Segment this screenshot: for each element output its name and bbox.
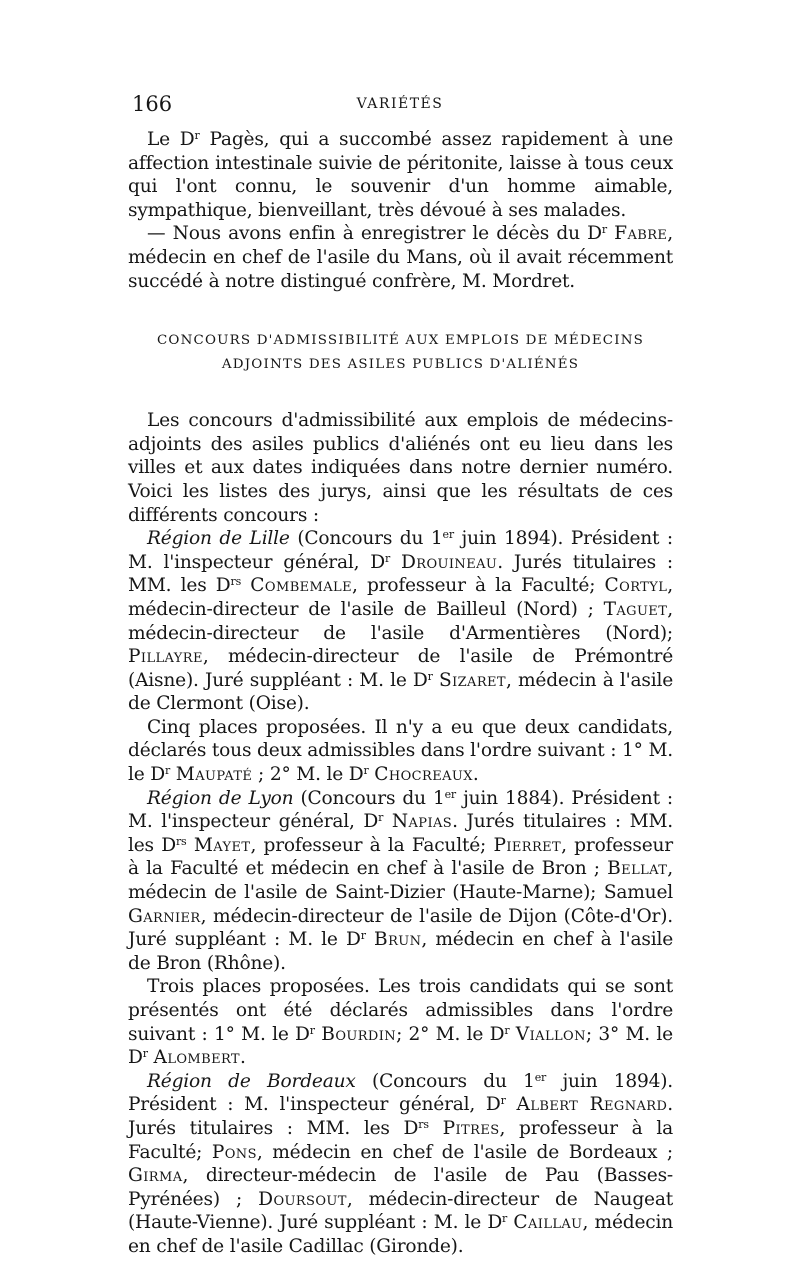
- section-title-line-1: CONCOURS D'ADMISSIBILITÉ AUX EMPLOIS DE MÉDECINS: [156, 333, 645, 349]
- intro-paragraph: Les concours d'admissibilité aux emplois de médecins-adjoints des asiles publics d'aliénés ont eu lieu dans les villes et aux dates indiquées dans notre dernier numéro. Voici les listes des jurys, ainsi que les résultats de ces différents concours :: [128, 410, 673, 526]
- bordeaux-jury-paragraph: Région de Bordeaux (Concours du 1er juin 1894). Président : M. l'inspecteur général, $D^r$ Albert Regnard. Jurés titulaires : MM. les $D^{rs}$ Pitres, professeur à la Faculté; Pons, médecin en chef de l'asile de Bordeaux ; Girma, directeur-médecin de l'asile de Pau (Basses-Pyrénées) ; Doursout, médecin-directeur de Naugeat (Haute-Vienne). Juré suppléant : M. le $D^r$ Caillau, médecin en chef de l'asile Cadillac (Gironde).: [128, 1070, 674, 1257]
- section-title: [128, 329, 673, 377]
- lyon-jury-paragraph: Région de Lyon (Concours du 1er juin 1884). Président : M. l'inspecteur général, $D^r$ Napias. Jurés titulaires : MM. les $D^{rs}$ Mayet, professeur à la Faculté; Pierret, professeur à la Faculté et médecin en chef à l'asile de Bron ; Bellat, médecin de l'asile de Saint-Dizier (Haute-Marne); Samuel Garnier, médecin-directeur de l'asile de Dijon (Côte-d'Or). Juré suppléant : M. le $D^r$ Brun, médecin en chef à l'asile de Bron (Rhône).: [128, 787, 673, 974]
- lyon-result-paragraph: Trois places proposées. Les trois candidats qui se sont présentés ont été déclarés admissibles dans l'ordre suivant : 1° M. le $D^r$ Bourdin; 2° M. le $D^r$ Viallon; 3° M. le $D^r$ Alombert.: [128, 976, 673, 1069]
- lille-result-paragraph: Cinq places proposées. Il n'y a eu que deux candidats, déclarés tous deux admissibles dans l'ordre suivant : 1° M. le $D^r$ Maupaté ; 2° M. le $D^r$ Chocreaux.: [128, 716, 674, 786]
- obituary-fabre-paragraph: — Nous avons enfin à enregistrer le décès du $D^r$ Fabre, médecin en chef de l'asile du Mans, où il avait récemment succédé à notre distingué confrère, M. Mordret.: [128, 223, 673, 292]
- section-title-line-2: ADJOINTS DES ASILES PUBLICS D'ALIÉNÉS: [221, 357, 580, 373]
- running-title: VARIÉTÉS: [356, 96, 444, 112]
- region-lyon: Région de Lyon: [147, 787, 294, 809]
- region-lille: Région de Lille: [147, 528, 290, 550]
- page-body: [128, 128, 673, 1259]
- page-header: [0, 92, 800, 118]
- obituary-pages-paragraph: Le $D^r$ Pagès, qui a succombé assez rapidement à une affection intestinale suivie de péritonite, laisse à tous ceux qui l'ont connu, le souvenir d'un homme aimable, sympathique, bienveillant, très dévoué à ses malades.: [128, 129, 673, 221]
- lille-jury-paragraph: Région de Lille (Concours du 1er juin 1894). Président : M. l'inspecteur général, $D^r$ Drouineau. Jurés titulaires : MM. les $D^{rs}$ Combemale, professeur à la Faculté; Cortyl, médecin-directeur de l'asile de Bailleul (Nord) ; Taguet, médecin-directeur de l'asile d'Armentières (Nord); Pillayre, médecin-directeur de l'asile de Prémontré (Aisne). Juré suppléant : M. le $D^r$ Sizaret, médecin à l'asile de Clermont (Oise).: [128, 528, 674, 715]
- page-number: 166: [132, 92, 173, 116]
- region-bordeaux: Région de Bordeaux: [147, 1070, 356, 1092]
